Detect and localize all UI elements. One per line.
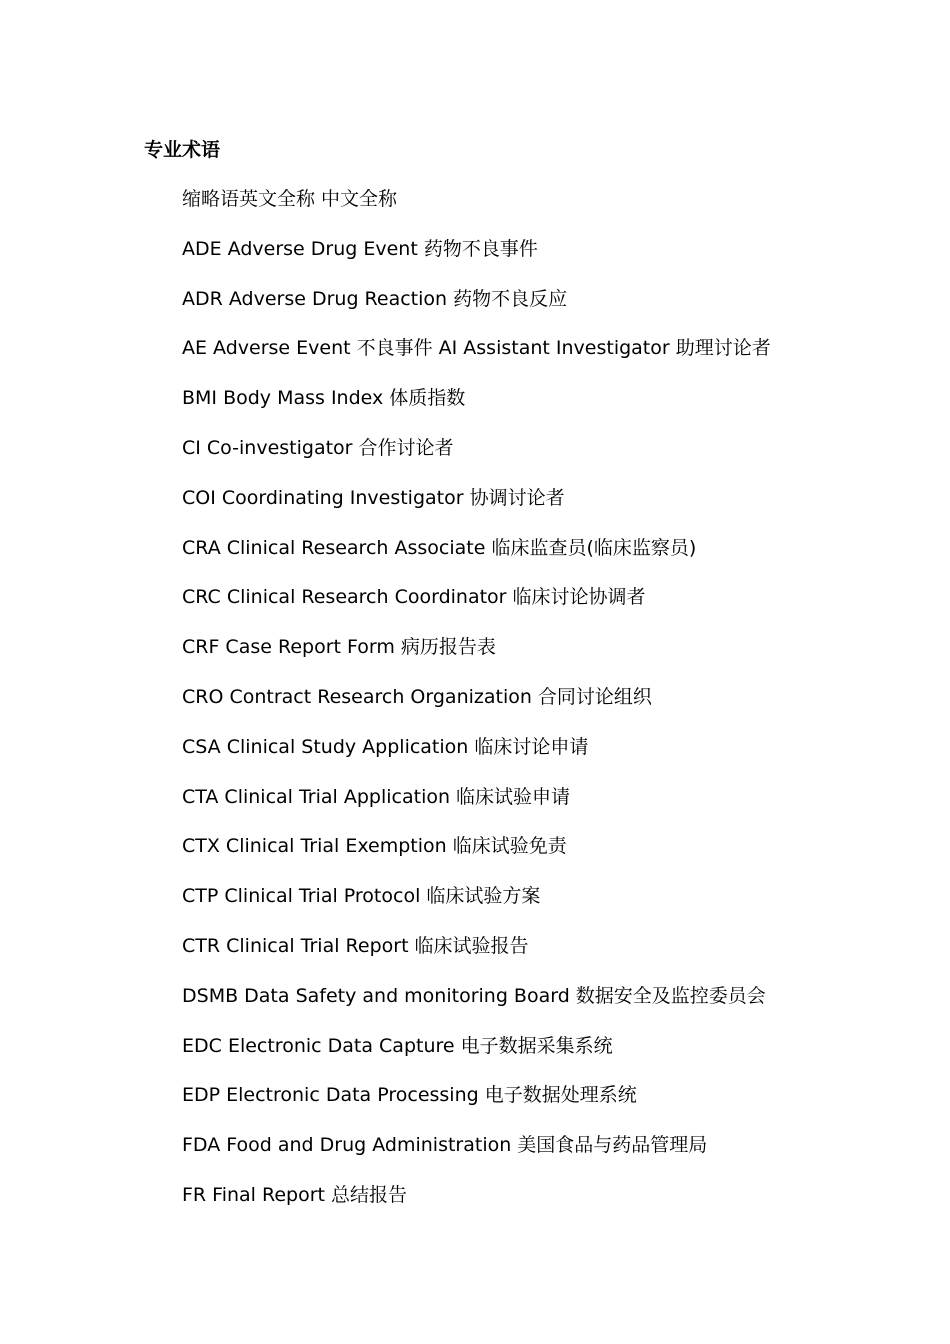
term-line-csa: CSA Clinical Study Application 临床讨论申请 [182, 735, 589, 758]
term-line-adr: ADR Adverse Drug Reaction 药物不良反应 [182, 287, 568, 310]
term-line-coi: COI Coordinating Investigator 协调讨论者 [182, 486, 565, 509]
term-line-edp: EDP Electronic Data Processing 电子数据处理系统 [182, 1084, 637, 1107]
term-line-ae-ai: AE Adverse Event 不良事件 AI Assistant Investigator 助理讨论者 [182, 337, 771, 360]
term-line-ctp: CTP Clinical Trial Protocol 临床试验方案 [182, 885, 541, 908]
term-line-cra: CRA Clinical Research Associate 临床监查员(临床监察员) [182, 536, 697, 559]
term-line-crc: CRC Clinical Research Coordinator 临床讨论协调者 [182, 586, 646, 609]
term-line-ade: ADE Adverse Drug Event 药物不良事件 [182, 237, 538, 260]
term-line-fda: FDA Food and Drug Administration 美国食品与药品管理局 [182, 1134, 708, 1157]
term-line-fr: FR Final Report 总结报告 [182, 1183, 408, 1206]
section-heading: 专业术语 [144, 139, 221, 161]
term-line-ctx: CTX Clinical Trial Exemption 临床试验免责 [182, 835, 567, 858]
term-line-cro: CRO Contract Research Organization 合同讨论组织 [182, 685, 652, 708]
term-line-cta: CTA Clinical Trial Application 临床试验申请 [182, 785, 571, 808]
term-line-bmi: BMI Body Mass Index 体质指数 [182, 387, 466, 410]
term-line-crf: CRF Case Report Form 病历报告表 [182, 636, 496, 659]
term-line-dsmb: DSMB Data Safety and monitoring Board 数据安全及监控委员会 [182, 984, 766, 1007]
term-line-edc: EDC Electronic Data Capture 电子数据采集系统 [182, 1034, 613, 1057]
term-line-ci: CI Co-investigator 合作讨论者 [182, 436, 454, 459]
term-line-ctr: CTR Clinical Trial Report 临床试验报告 [182, 934, 529, 957]
term-list [182, 186, 922, 1232]
term-list-header: 缩略语英文全称 中文全称 [182, 188, 398, 210]
